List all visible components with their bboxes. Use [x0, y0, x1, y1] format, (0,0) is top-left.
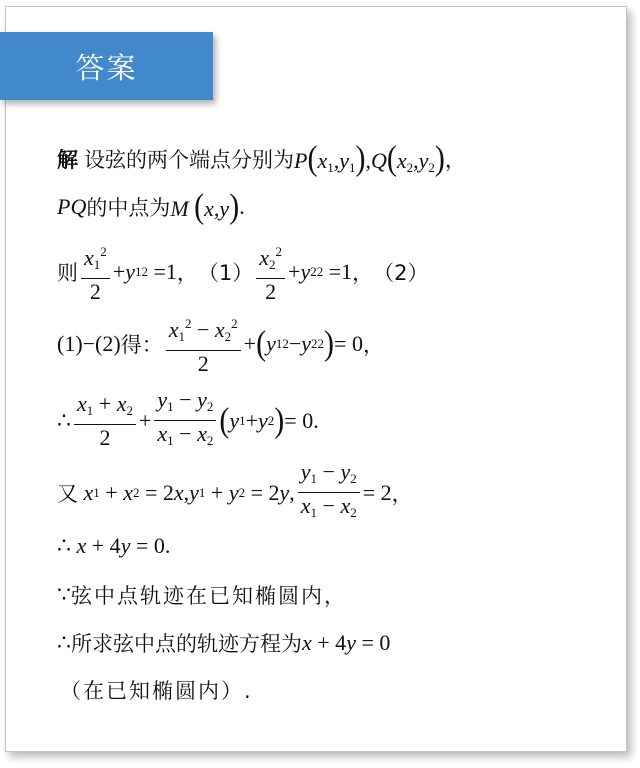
slope-equation: $\frac{x_1 + x_2}{2}$ + $\frac{y_1 - y_2}{x_1 - x_2}$ ( y 1 + y 2 ) = 0 — [71, 388, 313, 453]
result-equation: x + 4y = 0 — [76, 533, 165, 558]
solution-line-1: 解 设弦的两个端点分别为 $P(x_1,y_1),Q(x_2,y_2)$ ， — [57, 139, 466, 178]
solution-line-5: ∴ $\frac{x_1 + x_2}{2}$ + $\frac{y_1 - y_2}{x_1 - x_2}$ ( y 1 + y 2 ) = 0 . — [57, 388, 319, 453]
equation-label-2: （2） — [373, 261, 429, 285]
substitution-equation: x 1 + x 2 = 2 x , y 1 + y 2 = 2 y , $\frac{y_1 - y_2}{x_1 - x_2}$ = 2 — [83, 459, 392, 520]
midpoint-m: M (x,y) — [170, 187, 240, 226]
solution-line-7: ∴ x + 4y = 0 . — [57, 533, 171, 558]
equation-2: $\frac{x_2^2}{2}$ + y 2 2 =1 — [253, 240, 352, 304]
solution-line-2: PQ 的中点为 M (x,y) . — [57, 187, 245, 226]
answer-banner — [0, 32, 213, 100]
line-text: 的中点为 — [86, 196, 171, 220]
solution-line-9: ∴ 所求弦中点的轨迹方程为 x + 4y = 0 — [57, 630, 391, 656]
equation-1: $\frac{x_1^2}{2}$ + y 1 2 =1 — [78, 240, 177, 304]
solution-line-10: （在已知椭圆内）. — [60, 679, 253, 703]
banner-label: 答案 — [75, 50, 138, 85]
segment-pq: PQ — [57, 194, 87, 219]
points-pq: $P(x_1,y_1),Q(x_2,y_2)$ — [294, 139, 445, 178]
solution-line-3: 则 $\frac{x_1^2}{2}$ + y 1 2 =1 ， （1） $\frac{x_2^2}{2}$ + y 2 2 =1 ， （2） — [57, 240, 429, 304]
solution-lead: 解 — [57, 148, 78, 172]
line-text: 设弦的两个端点分别为 — [84, 148, 294, 172]
solution-line-8: ∵ 弦中点轨迹在已知椭圆内， — [57, 582, 347, 608]
solution-line-6: 又 x 1 + x 2 = 2 x , y 1 + y 2 = 2 y , $\frac{y_1 - y_2}{x_1 - x_2}$ = 2 ， — [57, 460, 413, 525]
solution-line-4: (1)−(2) 得： $\frac{x_1^2 - x_2^2}{2}$ + ( y 1 2 − y 2 2 ) = 0 ， — [57, 312, 384, 376]
difference-equation: $\frac{x_1^2 - x_2^2}{2}$ + ( y 1 2 − y 2 2 ) = 0 — [163, 312, 363, 376]
equation-label-1: （1） — [197, 261, 254, 285]
final-equation: x + 4y = 0 — [302, 630, 391, 655]
